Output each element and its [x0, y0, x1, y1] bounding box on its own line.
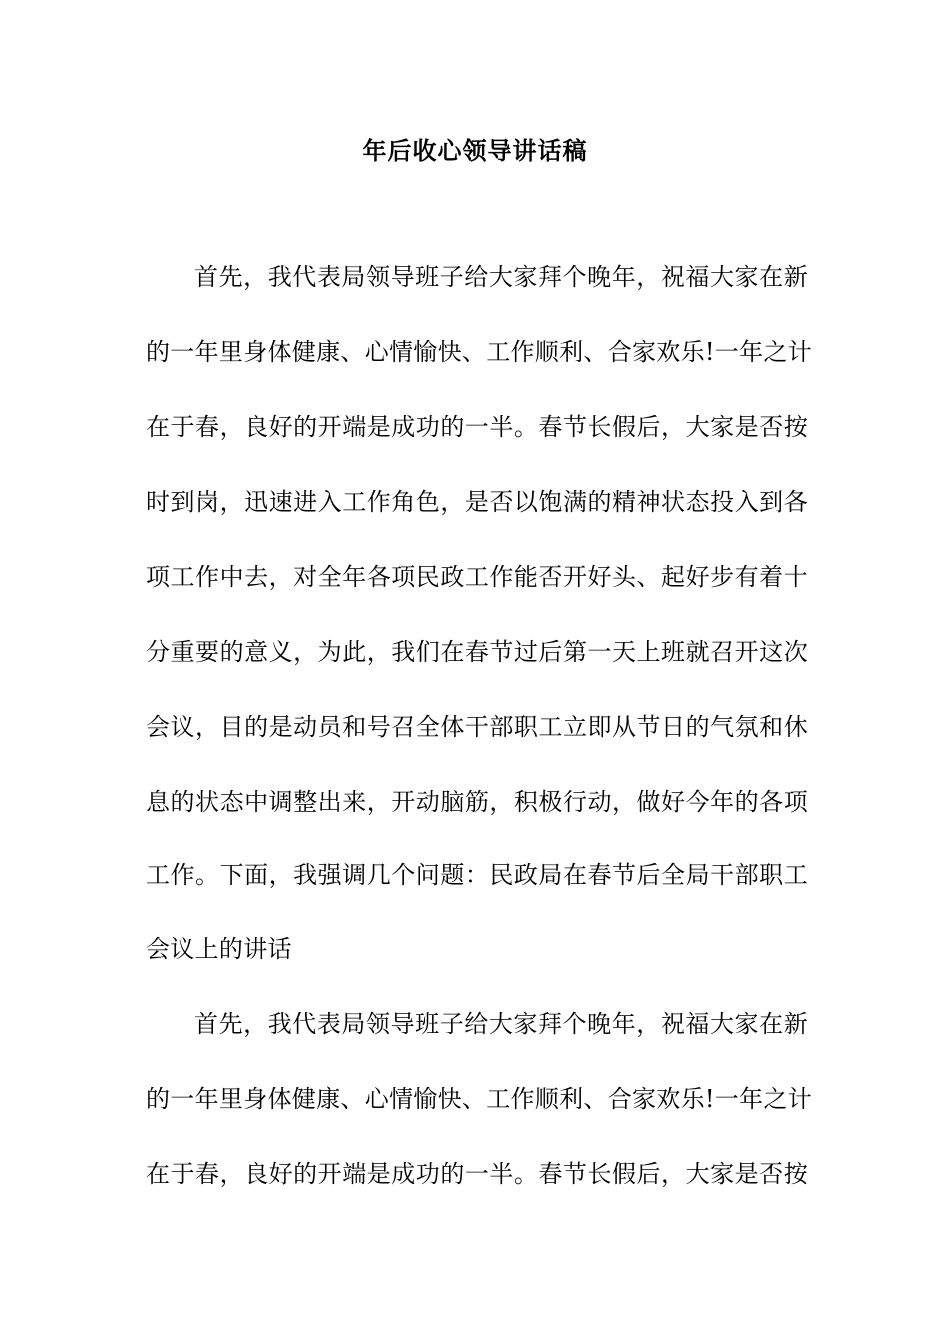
document-title: 年后收心领导讲话稿 [362, 137, 588, 165]
paragraph-1-line-6: 分重要的意义，为此，我们在春节过后第一天上班就召开这次 [146, 638, 808, 666]
paragraph-2-line-2: 的一年里身体健康、心情愉快、工作顺利、合家欢乐!一年之计 [146, 1085, 813, 1113]
paragraph-1-line-10: 会议上的讲话 [146, 935, 292, 963]
paragraph-1-line-2: 的一年里身体健康、心情愉快、工作顺利、合家欢乐!一年之计 [146, 338, 813, 366]
paragraph-1-line-1: 首先，我代表局领导班子给大家拜个晚年，祝福大家在新 [194, 263, 808, 291]
paragraph-1-line-9: 工作。下面，我强调几个问题：民政局在春节后全局干部职工 [146, 861, 808, 889]
paragraph-1-line-7: 会议，目的是动员和号召全体干部职工立即从节日的气氛和休 [146, 713, 808, 741]
paragraph-1-line-5: 项工作中去，对全年各项民政工作能否开好头、起好步有着十 [146, 563, 808, 591]
paragraph-1-line-4: 时到岗，迅速进入工作角色，是否以饱满的精神状态投入到各 [146, 488, 808, 516]
paragraph-1-line-8: 息的状态中调整出来，开动脑筋，积极行动，做好今年的各项 [146, 788, 808, 816]
paragraph-1-line-3: 在于春，良好的开端是成功的一半。春节长假后，大家是否按 [146, 413, 808, 441]
paragraph-2-line-1: 首先，我代表局领导班子给大家拜个晚年，祝福大家在新 [194, 1010, 808, 1038]
paragraph-2-line-3: 在于春，良好的开端是成功的一半。春节长假后，大家是否按 [146, 1160, 808, 1188]
